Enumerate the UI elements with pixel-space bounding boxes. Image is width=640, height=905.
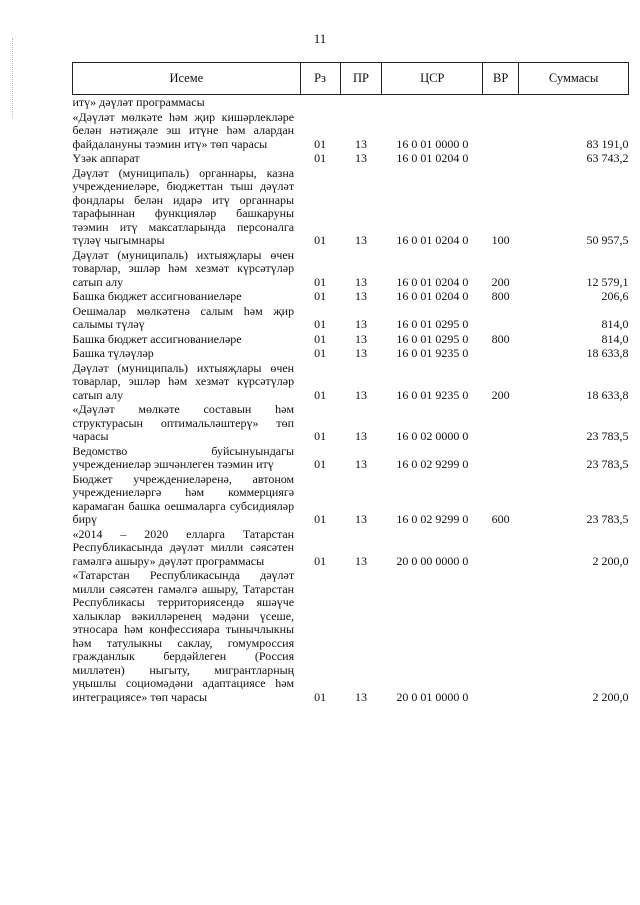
page-number: 11 [313,31,327,46]
cell-pr: 13 [354,233,367,247]
cell-rz: 01 [314,429,327,443]
cell-vr [483,527,519,569]
cell-pr: 13 [354,289,367,303]
table-row [73,444,629,472]
cell-rz: 01 [314,289,327,303]
cell-rz: 01 [314,136,327,151]
header-csr: ЦСР [382,63,483,95]
cell-name: «Татарстан Республикасында дәүләт милли сәясәтен гамәлгә ашыру, Татарстан Республикасы территориясендә яшәүче халыклар вәкилләренең мәдәни үсеше, этносара һәм конфессияара тынычлыкны һәм татулыкны саклау, гомумроссия гражданлык бердәйлеген (Россия милләтен) ныгыту, мигрантларның уңышлы социомәдәни адаптациясе һәм интеграциясе» төп чарасы [72,568,295,704]
cell-vr: 800 [491,331,510,346]
cell-name: Дәүләт (муниципаль) ихтыяҗлары өчен товарлар, эшләр һәм хезмәт күрсәтүләр сатып алу [72,360,295,402]
table-row [73,248,629,290]
table-row [73,95,629,110]
cell-csr [382,95,483,110]
cell-csr: 20 0 01 0000 0 [396,689,469,704]
table-header-row [73,63,629,95]
table-row [73,166,629,248]
cell-csr: 16 0 01 0204 0 [396,151,469,165]
cell-rz: 01 [314,274,327,289]
cell-pr [340,95,382,110]
cell-sum: 23 783,5 [586,429,629,443]
cell-csr: 16 0 01 0204 0 [396,233,469,247]
cell-vr [483,346,519,361]
header-rz: Рз [300,63,340,95]
cell-name: Башка түләүләр [72,346,154,360]
table-row [73,332,629,347]
cell-sum: 63 743,2 [586,151,629,165]
cell-rz: 01 [314,553,327,568]
cell-csr: 16 0 02 9299 0 [396,457,469,471]
cell-sum: 18 633,8 [586,346,629,360]
cell-sum: 83 191,0 [586,136,629,151]
cell-pr: 13 [354,136,367,151]
table-row [73,568,629,704]
binding-margin-dots [12,38,15,118]
table-row [73,110,629,152]
cell-name: Башка бюджет ассигнованиеләре [72,331,242,346]
table-row [73,527,629,569]
cell-name: Дәүләт (муниципаль) ихтыяҗлары өчен товарлар, эшләр һәм хезмәт күрсәтүләр сатып алу [72,247,295,289]
cell-name: Ведомство буйсынуындагы учреждениеләр эшчәнлеген тәэмин итү [72,443,295,471]
cell-sum: 23 783,5 [586,457,629,471]
cell-csr: 16 0 01 9235 0 [396,346,469,360]
table-row [73,289,629,304]
cell-pr: 13 [354,553,367,568]
cell-sum: 2 200,0 [592,689,629,704]
cell-vr [483,95,519,110]
cell-vr: 800 [491,289,510,303]
cell-sum: 23 783,5 [586,512,629,526]
cell-vr [483,110,519,152]
cell-pr: 13 [354,317,367,331]
table-row [73,151,629,166]
cell-sum: 814,0 [601,331,629,346]
cell-vr: 200 [491,274,510,289]
cell-sum: 12 579,1 [586,274,629,289]
header-vr: ВР [483,63,519,95]
header-pr: ПР [340,63,382,95]
cell-csr: 20 0 00 0000 0 [396,553,469,568]
cell-vr: 600 [491,512,510,526]
cell-rz [300,95,340,110]
cell-sum: 2 200,0 [592,553,629,568]
cell-csr: 16 0 01 0204 0 [396,289,469,303]
cell-csr: 16 0 01 0000 0 [396,136,469,151]
cell-name: итү» дәүләт программасы [72,95,205,109]
cell-csr: 16 0 01 0295 0 [396,331,469,346]
cell-vr [483,402,519,444]
cell-vr [483,151,519,166]
cell-vr: 200 [491,387,510,402]
cell-pr: 13 [354,151,367,165]
table-row [73,472,629,527]
cell-pr: 13 [354,429,367,443]
cell-pr: 13 [354,346,367,360]
cell-rz: 01 [314,689,327,704]
cell-rz: 01 [314,387,327,402]
table-body [73,95,629,705]
cell-rz: 01 [314,233,327,247]
cell-name: «Дәүләт мөлкәте һәм җир кишәрлекләре белән нәтиҗәле эш итүне һәм алардан файдалануны тәэмин итү» төп чарасы [72,109,295,151]
cell-sum: 18 633,8 [586,387,629,402]
cell-pr: 13 [354,274,367,289]
cell-rz: 01 [314,346,327,360]
cell-rz: 01 [314,512,327,526]
cell-vr: 100 [491,233,510,247]
cell-name: Бюджет учреждениеләренә, автоном учреждениеләргә һәм коммерциягә карамаган башка оешмаларга субсидияләр бирү [72,471,295,526]
cell-sum [519,95,629,110]
cell-csr: 16 0 01 0204 0 [396,274,469,289]
cell-name: Оешмалар мөлкәтенә салым һәм җир салымы түләү [72,303,295,331]
cell-csr: 16 0 02 0000 0 [396,429,469,443]
cell-sum: 814,0 [601,317,629,331]
table-row [73,346,629,361]
cell-rz: 01 [314,457,327,471]
cell-name: «2014 – 2020 елларга Татарстан Республикасында дәүләт милли сәясәтен гамәлгә ашыру» дәүләт программасы [72,526,295,568]
cell-pr: 13 [354,689,367,704]
header-name: Исеме [73,63,301,95]
cell-sum: 50 957,5 [586,233,629,247]
cell-csr: 16 0 01 9235 0 [396,387,469,402]
cell-vr [483,568,519,704]
cell-name: «Дәүләт мөлкәте составын һәм структурасын оптимальләштерү» төп чарасы [72,402,295,443]
budget-table [72,62,629,704]
cell-name: Үзәк аппарат [72,151,140,165]
cell-pr: 13 [354,387,367,402]
cell-rz: 01 [314,317,327,331]
cell-sum: 206,6 [601,289,629,303]
cell-vr [483,304,519,332]
cell-name: Дәүләт (муниципаль) органнары, казна учреждениеләре, бюджеттан тыш дәүләт фондлары белән идарә итү органнары тарафыннан функцияләр башкаруны тәэмин итү максатларында персоналга түләү чыгымнары [72,165,295,247]
table-row [73,402,629,444]
cell-pr: 13 [354,457,367,471]
cell-pr: 13 [354,331,367,346]
cell-csr: 16 0 01 0295 0 [396,317,469,331]
table-row [73,361,629,403]
cell-name: Башка бюджет ассигнованиеләре [72,289,242,303]
cell-csr: 16 0 02 9299 0 [396,512,469,526]
cell-rz: 01 [314,151,327,165]
cell-pr: 13 [354,512,367,526]
table-row [73,304,629,332]
header-sum: Суммасы [519,63,629,95]
cell-vr [483,444,519,472]
cell-rz: 01 [314,331,327,346]
